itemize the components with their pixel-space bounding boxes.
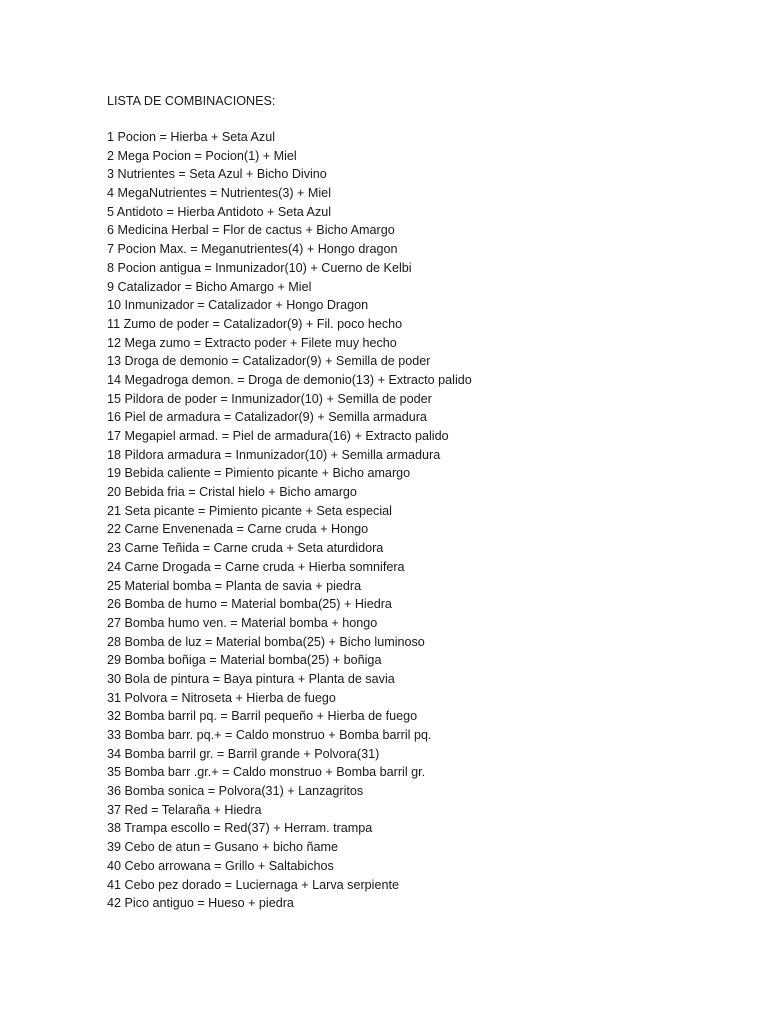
list-item: 3 Nutrientes = Seta Azul + Bicho Divino	[107, 167, 327, 182]
list-item: 23 Carne Teñida = Carne cruda + Seta aturdidora	[107, 541, 384, 556]
list-item: 16 Piel de armadura = Catalizador(9) + Semilla armadura	[107, 410, 427, 425]
list-item: 31 Polvora = Nitroseta + Hierba de fuego	[107, 690, 336, 705]
list-item: 10 Inmunizador = Catalizador + Hongo Dragon	[107, 298, 369, 313]
list-item: 30 Bola de pintura = Baya pintura + Planta de savia	[107, 671, 395, 686]
list-item: 18 Pildora armadura = Inmunizador(10) + Semilla armadura	[107, 447, 441, 462]
list-item: 36 Bomba sonica = Polvora(31) + Lanzagritos	[107, 784, 364, 799]
list-item: 34 Bomba barril gr. = Barril grande + Polvora(31)	[107, 746, 380, 761]
list-item: 5 Antidoto = Hierba Antidoto + Seta Azul	[107, 204, 332, 219]
list-item: 26 Bomba de humo = Material bomba(25) + Hiedra	[107, 597, 392, 612]
list-item: 28 Bomba de luz = Material bomba(25) + Bicho luminoso	[107, 634, 425, 649]
list-item: 38 Trampa escollo = Red(37) + Herram. trampa	[107, 821, 373, 836]
list-item: 1 Pocion = Hierba + Seta Azul	[107, 130, 276, 144]
document-title: LISTA DE COMBINACIONES:	[107, 94, 276, 108]
combination-list	[107, 128, 472, 913]
list-item: 41 Cebo pez dorado = Luciernaga + Larva serpiente	[107, 877, 399, 892]
list-item: 14 Megadroga demon. = Droga de demonio(13) + Extracto palido	[107, 372, 472, 387]
list-item: 39 Cebo de atun = Gusano + bicho ñame	[107, 840, 339, 855]
list-item: 25 Material bomba = Planta de savia + piedra	[107, 578, 362, 593]
list-item: 42 Pico antiguo = Hueso + piedra	[107, 896, 294, 911]
list-item: 35 Bomba barr .gr.+ = Caldo monstruo + Bomba barril gr.	[107, 765, 426, 780]
list-item: 13 Droga de demonio = Catalizador(9) + Semilla de poder	[107, 354, 431, 369]
list-item: 21 Seta picante = Pimiento picante + Seta especial	[107, 503, 392, 518]
list-item: 27 Bomba humo ven. = Material bomba + hongo	[107, 615, 378, 630]
list-item: 7 Pocion Max. = Meganutrientes(4) + Hongo dragon	[107, 242, 398, 257]
list-item: 20 Bebida fria = Cristal hielo + Bicho amargo	[107, 485, 357, 500]
list-item: 2 Mega Pocion = Pocion(1) + Miel	[107, 148, 297, 163]
list-item: 12 Mega zumo = Extracto poder + Filete muy hecho	[107, 335, 397, 350]
list-item: 17 Megapiel armad. = Piel de armadura(16) + Extracto palido	[107, 429, 449, 443]
list-item: 33 Bomba barr. pq.+ = Caldo monstruo + Bomba barril pq.	[107, 728, 432, 742]
list-item: 9 Catalizador = Bicho Amargo + Miel	[107, 279, 312, 294]
list-item: 8 Pocion antigua = Inmunizador(10) + Cuerno de Kelbi	[107, 260, 412, 275]
list-item: 40 Cebo arrowana = Grillo + Saltabichos	[107, 858, 334, 873]
list-item: 22 Carne Envenenada = Carne cruda + Hongo	[107, 522, 369, 537]
list-item: 11 Zumo de poder = Catalizador(9) + Fil. poco hecho	[107, 316, 403, 331]
list-item: 32 Bomba barril pq. = Barril pequeño + Hierba de fuego	[107, 709, 418, 724]
list-item: 24 Carne Drogada = Carne cruda + Hierba somnifera	[107, 559, 405, 574]
list-item: 37 Red = Telaraña + Hiedra	[107, 802, 262, 817]
list-item: 6 Medicina Herbal = Flor de cactus + Bicho Amargo	[107, 223, 395, 238]
list-item: 4 MegaNutrientes = Nutrientes(3) + Miel	[107, 186, 331, 201]
list-item: 29 Bomba boñiga = Material bomba(25) + boñiga	[107, 653, 382, 668]
list-item: 19 Bebida caliente = Pimiento picante + Bicho amargo	[107, 466, 411, 481]
list-item: 15 Pildora de poder = Inmunizador(10) + Semilla de poder	[107, 391, 432, 406]
